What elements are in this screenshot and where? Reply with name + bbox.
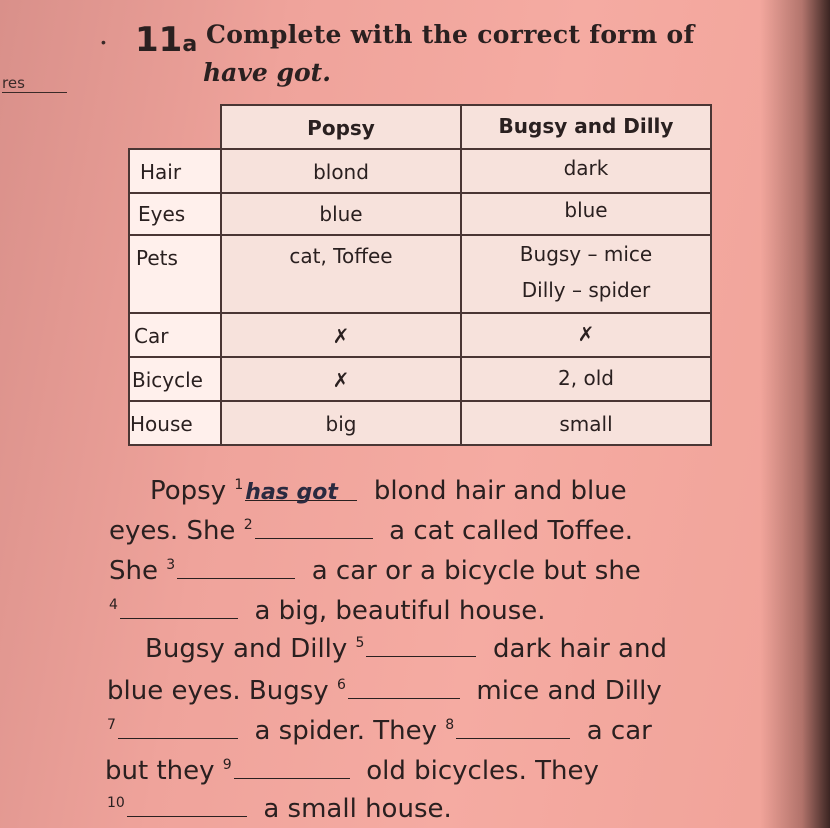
margin-note: res <box>2 74 67 93</box>
popsy-hair: blond <box>313 160 369 184</box>
row-label-car: Car <box>134 324 169 348</box>
gap-7[interactable] <box>118 714 238 739</box>
text-line-3 <box>109 554 641 586</box>
gap-number: 1 <box>234 477 244 494</box>
rule <box>710 104 712 446</box>
bd-pets-bugsy: Bugsy – mice <box>519 242 653 266</box>
rule <box>128 312 712 314</box>
rule <box>128 356 712 358</box>
rule <box>128 444 712 446</box>
answer-text: has got <box>245 480 338 505</box>
bd-bicycle: 2, old <box>558 366 614 390</box>
gap-10[interactable] <box>127 792 247 817</box>
rule <box>220 104 222 446</box>
gap-number: 5 <box>355 635 365 652</box>
bd-house: small <box>559 412 613 436</box>
gap-number: 6 <box>336 677 346 694</box>
gap-6[interactable] <box>348 674 460 699</box>
text: Bugsy and Dilly <box>145 634 348 664</box>
bd-hair: dark <box>563 156 609 180</box>
text-line-5 <box>145 632 667 664</box>
row-label-bicycle: Bicycle <box>132 368 203 392</box>
text-line-9 <box>107 792 452 824</box>
gap-number: 9 <box>222 757 232 774</box>
popsy-eyes: blue <box>319 202 363 226</box>
text-line-7 <box>107 714 652 746</box>
gap-number: 3 <box>166 557 176 574</box>
row-label-hair: Hair <box>140 160 182 184</box>
exercise-number <box>135 20 197 60</box>
text: a spider. They <box>254 716 437 746</box>
text: a car <box>586 716 652 746</box>
popsy-car-cross: ✗ <box>332 324 350 348</box>
text: eyes. She <box>109 516 236 546</box>
text: a small house. <box>263 794 452 824</box>
gap-2[interactable] <box>255 514 373 539</box>
instruction-line-1: Complete with the correct form of <box>206 20 695 49</box>
gap-5[interactable] <box>366 632 476 657</box>
text: Popsy <box>150 476 227 506</box>
gap-8[interactable] <box>456 714 570 739</box>
gap-1-answer[interactable] <box>245 476 357 505</box>
rule <box>220 104 712 106</box>
text: old bicycles. They <box>366 756 599 786</box>
bd-pets-dilly: Dilly – spider <box>521 278 651 302</box>
text-line-1 <box>150 476 627 506</box>
gap-9[interactable] <box>234 754 350 779</box>
gap-3[interactable] <box>177 554 295 579</box>
popsy-pets: cat, Toffee <box>289 244 393 268</box>
col-header-popsy: Popsy <box>307 116 375 140</box>
text-line-4 <box>109 594 546 626</box>
rule <box>128 400 712 402</box>
text: blue eyes. Bugsy <box>107 676 329 706</box>
text: a cat called Toffee. <box>389 516 634 546</box>
gap-4[interactable] <box>120 594 238 619</box>
text-line-8 <box>105 754 599 786</box>
row-label-eyes: Eyes <box>138 202 186 226</box>
text: mice and Dilly <box>476 676 662 706</box>
text: blond hair and blue <box>373 476 627 506</box>
text: She <box>109 556 158 586</box>
rule <box>128 148 130 446</box>
text: but they <box>105 756 215 786</box>
col-header-bugsy-dilly: Bugsy and Dilly <box>498 114 674 138</box>
popsy-house: big <box>325 412 357 436</box>
text: dark hair and <box>493 634 667 664</box>
text-line-2 <box>109 514 633 546</box>
exercise-letter: a <box>182 32 198 57</box>
gap-number: 8 <box>445 717 455 734</box>
text-line-6 <box>107 674 662 706</box>
gap-number: 7 <box>107 717 116 734</box>
row-label-house: House <box>130 412 193 436</box>
bd-car-cross: ✗ <box>577 322 595 346</box>
popsy-bicycle-cross: ✗ <box>332 368 350 392</box>
gap-number: 10 <box>107 795 125 812</box>
gap-number: 2 <box>243 517 253 534</box>
row-label-pets: Pets <box>136 246 178 270</box>
bd-eyes: blue <box>564 198 608 222</box>
profile-table <box>128 104 712 446</box>
rule <box>128 148 712 150</box>
page-edge-shadow <box>760 0 830 828</box>
text: a car or a bicycle but she <box>311 556 641 586</box>
instruction-line-2: have got. <box>203 58 331 87</box>
bullet-mark: • <box>101 34 106 50</box>
rule <box>128 234 712 236</box>
text: a big, beautiful house. <box>254 596 546 626</box>
gap-number: 4 <box>109 597 118 614</box>
exercise-number-digits: 11 <box>135 20 183 60</box>
rule <box>128 192 712 194</box>
